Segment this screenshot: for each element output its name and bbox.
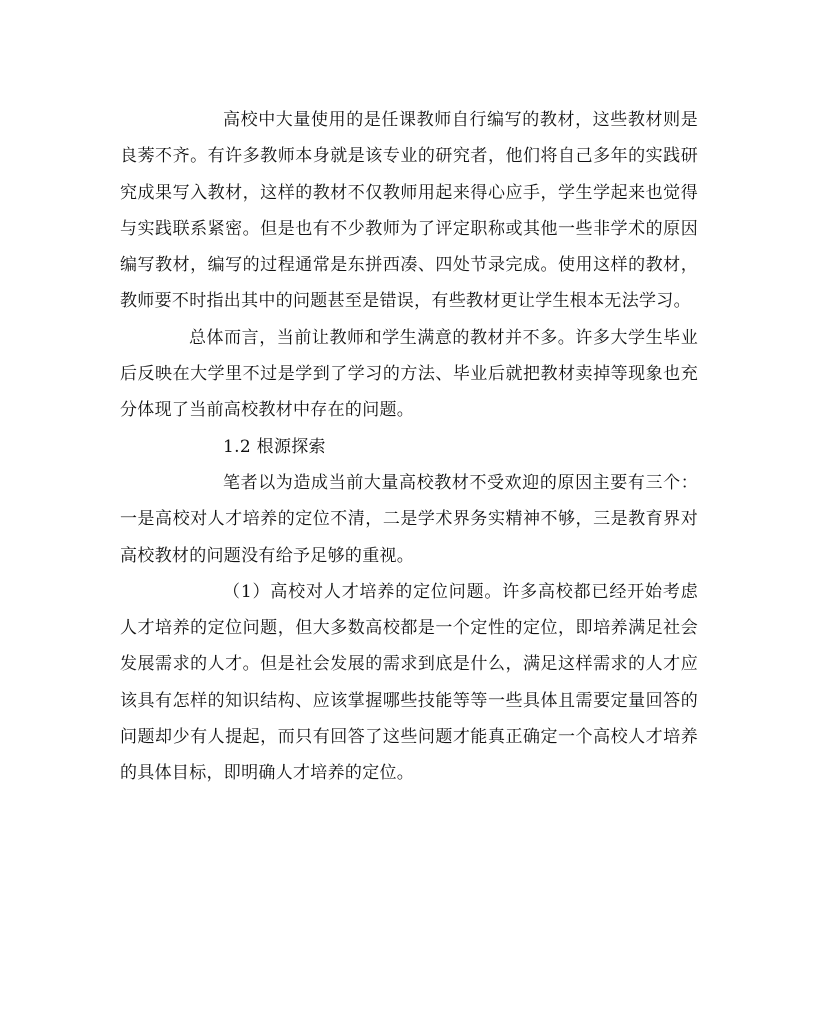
paragraph-root-causes: 笔者以为造成当前大量高校教材不受欢迎的原因主要有三个：一是高校对人才培养的定位不清，二是学术界务实精神不够，三是教育界对高校教材的问题没有给予足够的重视。 bbox=[120, 472, 698, 566]
document-body bbox=[120, 102, 698, 792]
paragraph-overall-summary: 总体而言，当前让教师和学生满意的教材并不多。许多大学生毕业后反映在大学里不过是学到了学习的方法、毕业后就把教材卖掉等现象也充分体现了当前高校教材中存在的问题。 bbox=[120, 327, 698, 421]
section-heading: 1.2 根源探索 bbox=[223, 436, 326, 457]
paragraph-textbook-quality: 高校中大量使用的是任课教师自行编写的教材，这些教材则是良莠不齐。有许多教师本身就是该专业的研究者，他们将自己多年的实践研究成果写入教材，这样的教材不仅教师用起来得心应手，学生学起来也觉得与实践联系紧密。但是也有不少教师为了评定职称或其他一些非学术的原因编写教材，编写的过程通常是东拼西凑、四处节录完成。使用这样的教材，教师要不时指出其中的问题甚至是错误，有些教材更让学生根本无法学习。 bbox=[120, 110, 698, 312]
paragraph-talent-positioning: （1）高校对人才培养的定位问题。许多高校都已经开始考虑人才培养的定位问题，但大多数高校都是一个定性的定位，即培养满足社会发展需求的人才。但是社会发展的需求到底是什么，满足这样需求的人才应该具有怎样的知识结构、应该掌握哪些技能等等一些具体且需要定量回答的问题却少有人提起，而只有回答了这些问题才能真正确定一个高校人才培养的具体目标，即明确人才培养的定位。 bbox=[120, 581, 698, 784]
